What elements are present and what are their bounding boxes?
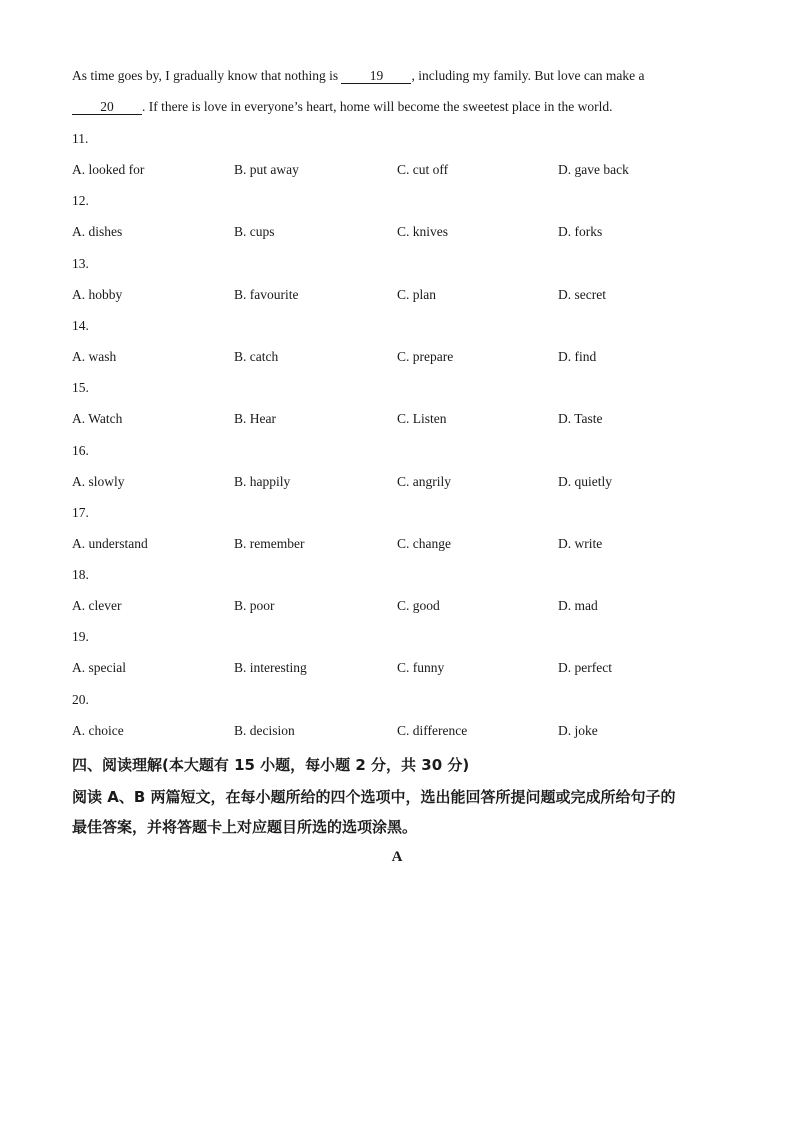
question-number: 16.: [72, 443, 89, 458]
option-d: D. perfect: [558, 660, 612, 675]
option-a: A. slowly: [72, 474, 125, 489]
blank-19: 19: [341, 69, 411, 84]
option-d: D. Taste: [558, 411, 603, 426]
question-number: 18.: [72, 567, 89, 582]
passage-text: , including my family. But love can make a: [411, 68, 645, 83]
option-b: B. put away: [234, 162, 299, 177]
option-a: A. dishes: [72, 224, 123, 239]
question-number: 19.: [72, 629, 89, 644]
option-a: A. wash: [72, 349, 117, 364]
option-a: A. looked for: [72, 162, 145, 177]
option-a: A. special: [72, 660, 126, 675]
option-b: B. decision: [234, 723, 295, 738]
option-b: B. Hear: [234, 411, 276, 426]
option-c: C. Listen: [397, 411, 447, 426]
question-number: 14.: [72, 318, 89, 333]
option-c: C. difference: [397, 723, 468, 738]
option-d: D. write: [558, 536, 603, 551]
option-d: D. joke: [558, 723, 598, 738]
option-c: C. angrily: [397, 474, 451, 489]
option-b: B. favourite: [234, 287, 299, 302]
blank-20: 20: [72, 100, 142, 115]
option-a: A. understand: [72, 536, 148, 551]
option-a: A. choice: [72, 723, 124, 738]
option-d: D. gave back: [558, 162, 629, 177]
option-a: A. hobby: [72, 287, 123, 302]
option-c: C. cut off: [397, 162, 449, 177]
option-a: A. clever: [72, 598, 122, 613]
option-c: C. plan: [397, 287, 436, 302]
option-b: B. remember: [234, 536, 305, 551]
option-d: D. quietly: [558, 474, 612, 489]
section-instruction-line-1: 阅读 A、B 两篇短文，在每小题所给的四个选项中，选出能回答所提问题或完成所给句子的: [72, 788, 676, 806]
option-b: B. interesting: [234, 660, 307, 675]
option-c: C. funny: [397, 660, 445, 675]
question-number: 11.: [72, 131, 89, 146]
question-number: 17.: [72, 505, 89, 520]
option-c: C. prepare: [397, 349, 454, 364]
passage-line-1: [72, 68, 645, 84]
option-c: C. change: [397, 536, 451, 551]
option-d: D. mad: [558, 598, 598, 613]
part-label: A: [391, 849, 403, 865]
section-instruction-line-2: 最佳答案，并将答题卡上对应题目所选的选项涂黑。: [72, 818, 418, 836]
option-d: D. find: [558, 349, 597, 364]
passage-line-2: [72, 99, 612, 115]
question-number: 12.: [72, 193, 89, 208]
passage-text: . If there is love in everyone’s heart, home will become the sweetest place in the world.: [142, 99, 613, 114]
section-heading: 四、阅读理解(本大题有 15 小题，每小题 2 分，共 30 分): [72, 756, 470, 774]
option-a: A. Watch: [72, 411, 123, 426]
option-b: B. cups: [234, 224, 275, 239]
option-c: C. knives: [397, 224, 449, 239]
passage-text: As time goes by, I gradually know that nothing is: [72, 68, 342, 83]
question-number: 20.: [72, 692, 89, 707]
question-number: 15.: [72, 380, 89, 395]
option-b: B. happily: [234, 474, 291, 489]
question-number: 13.: [72, 256, 89, 271]
option-c: C. good: [397, 598, 440, 613]
option-b: B. catch: [234, 349, 279, 364]
option-d: D. secret: [558, 287, 606, 302]
option-b: B. poor: [234, 598, 275, 613]
option-d: D. forks: [558, 224, 603, 239]
